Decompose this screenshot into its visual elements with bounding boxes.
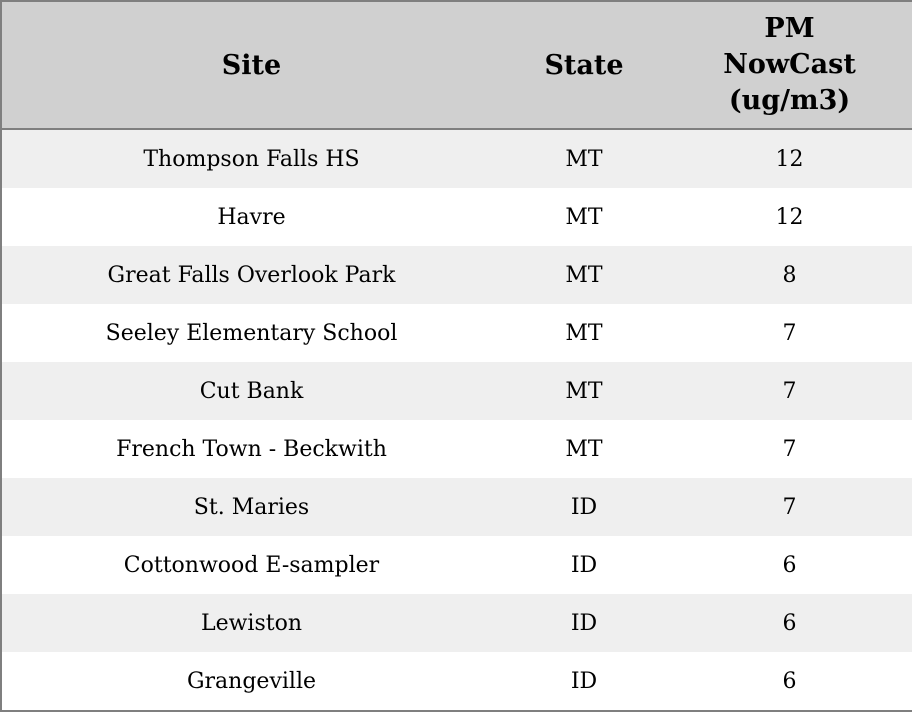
pm-header-line-3: (ug/m3)	[728, 84, 851, 116]
pm-value-cell: 12	[775, 146, 804, 172]
header-row	[1, 1, 912, 129]
pm-value-cell: 7	[782, 320, 797, 346]
site-cell: Great Falls Overlook Park	[107, 262, 396, 288]
state-cell: MT	[565, 436, 603, 462]
pm-value-cell: 12	[775, 204, 804, 230]
site-cell: Lewiston	[200, 610, 303, 636]
table-row	[1, 304, 912, 362]
pm-value-cell: 7	[782, 494, 797, 520]
table-row	[1, 536, 912, 594]
column-header-pm-nowcast	[667, 1, 912, 129]
state-cell: MT	[565, 146, 603, 172]
state-cell: ID	[570, 668, 598, 694]
state-cell: MT	[565, 204, 603, 230]
pm-value-cell: 6	[782, 610, 797, 636]
pm-value-cell: 7	[782, 436, 797, 462]
site-cell: St. Maries	[193, 494, 310, 520]
pm-value-cell: 7	[782, 378, 797, 404]
table-row	[1, 246, 912, 304]
table-row	[1, 652, 912, 711]
table-row	[1, 594, 912, 652]
state-cell: ID	[570, 610, 598, 636]
table-row	[1, 420, 912, 478]
state-cell: MT	[565, 262, 603, 288]
pm-value-cell: 6	[782, 552, 797, 578]
state-cell: ID	[570, 494, 598, 520]
pm-value-cell: 8	[782, 262, 797, 288]
site-cell: Havre	[217, 204, 286, 230]
site-cell: Cut Bank	[199, 378, 304, 404]
site-cell: Seeley Elementary School	[105, 320, 398, 346]
column-header-state: State	[501, 1, 667, 129]
table-row	[1, 478, 912, 536]
site-cell: Thompson Falls HS	[143, 146, 360, 172]
state-cell: MT	[565, 378, 603, 404]
pm-value-cell: 6	[782, 668, 797, 694]
site-cell: Grangeville	[186, 668, 317, 694]
table-row	[1, 129, 912, 188]
pm-header-line-1: PM	[764, 13, 815, 45]
state-cell: ID	[570, 552, 598, 578]
column-header-site: Site	[1, 1, 501, 129]
table-row	[1, 362, 912, 420]
state-cell: MT	[565, 320, 603, 346]
table-row	[1, 188, 912, 246]
site-cell: Cottonwood E-sampler	[123, 552, 380, 578]
site-cell: French Town - Beckwith	[116, 436, 387, 462]
pm-header-line-2: NowCast	[723, 49, 856, 81]
